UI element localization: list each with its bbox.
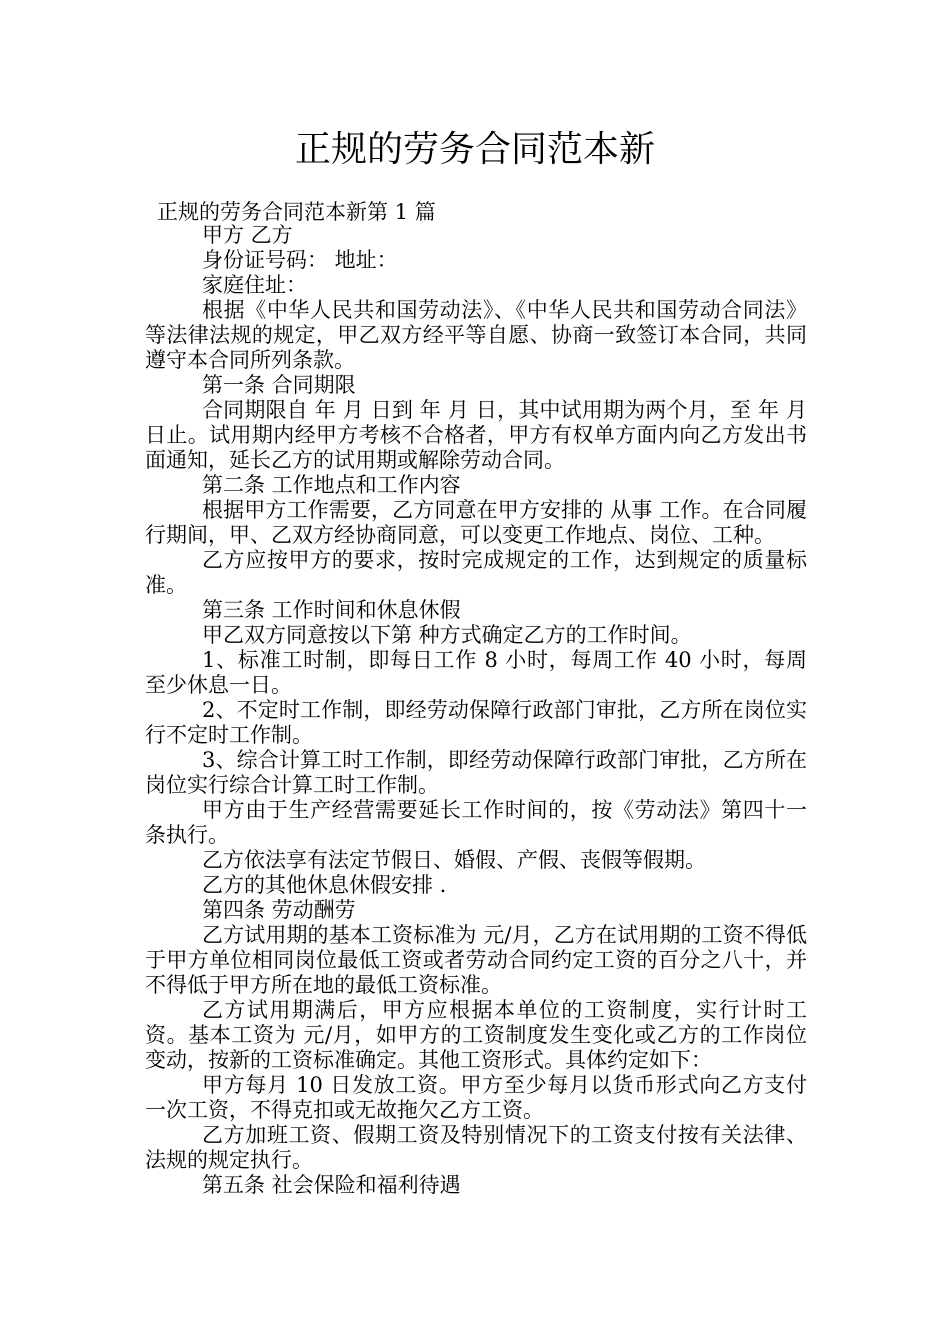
list-item: 3、综合计算工时工作制，即经劳动保障行政部门审批，乙方所在岗位实行综合计算工时工作制。 <box>145 748 807 797</box>
section-heading: 第二条 工作地点和工作内容 <box>202 473 461 497</box>
paragraph: 根据甲方工作需要，乙方同意在甲方安排的 从事 工作。在合同履行期间，甲、乙双方经协商同意，可以变更工作地点、岗位、工种。 <box>145 498 807 547</box>
paragraph: 家庭住址： <box>202 273 307 297</box>
section-heading: 第五条 社会保险和福利待遇 <box>202 1173 461 1197</box>
paragraph: 乙方加班工资、假期工资及特别情况下的工资支付按有关法律、法规的规定执行。 <box>145 1123 807 1172</box>
document-title: 正规的劳务合同范本新 <box>294 129 655 170</box>
paragraph: 甲乙双方同意按以下第 种方式确定乙方的工作时间。 <box>202 623 692 647</box>
paragraph: 乙方试用期满后，甲方应根据本单位的工资制度，实行计时工资。基本工资为 元/月，如甲方的工资制度发生变化或乙方的工作岗位变动，按新的工资标准确定。其他工资形式。具体约定如下： <box>145 998 807 1072</box>
paragraph: 根据《中华人民共和国劳动法》、《中华人民共和国劳动合同法》等法律法规的规定，甲乙双方经平等自愿、协商一致签订本合同，共同遵守本合同所列条款。 <box>145 298 807 372</box>
paragraph: 甲方 乙方 <box>202 223 293 247</box>
paragraph: 身份证号码： 地址： <box>202 248 398 272</box>
section-heading: 第三条 工作时间和休息休假 <box>202 598 461 622</box>
section-heading: 第四条 劳动酬劳 <box>202 898 356 922</box>
paragraph: 甲方每月 10 日发放工资。甲方至少每月以货币形式向乙方支付一次工资，不得克扣或无故拖欠乙方工资。 <box>145 1073 807 1122</box>
document-body <box>145 223 807 1198</box>
list-item: 1、标准工时制，即每日工作 8 小时，每周工作 40 小时，每周至少休息一日。 <box>145 648 807 697</box>
list-item: 2、不定时工作制，即经劳动保障行政部门审批，乙方所在岗位实行不定时工作制。 <box>145 698 807 747</box>
paragraph: 乙方试用期的基本工资标准为 元/月，乙方在试用期的工资不得低于甲方单位相同岗位最低工资或者劳动合同约定工资的百分之八十，并不得低于甲方所在地的最低工资标准。 <box>145 923 807 997</box>
paragraph: 乙方依法享有法定节假日、婚假、产假、丧假等假期。 <box>202 848 706 872</box>
paragraph: 甲方由于生产经营需要延长工作时间的，按《劳动法》第四十一条执行。 <box>145 798 807 847</box>
document-subtitle: 正规的劳务合同范本新第 1 篇 <box>157 200 436 224</box>
paragraph: 合同期限自 年 月 日到 年 月 日，其中试用期为两个月，至 年 月 日止。试用期内经甲方考核不合格者，甲方有权单方面内向乙方发出书面通知，延长乙方的试用期或解除劳动合同。 <box>145 398 807 472</box>
paragraph: 乙方应按甲方的要求，按时完成规定的工作，达到规定的质量标准。 <box>145 548 807 597</box>
section-heading: 第一条 合同期限 <box>202 373 356 397</box>
paragraph: 乙方的其他休息休假安排 . <box>202 873 447 897</box>
